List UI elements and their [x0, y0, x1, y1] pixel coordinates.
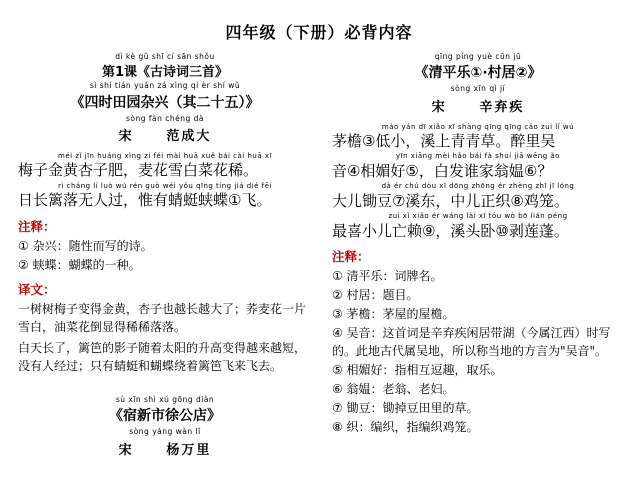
lesson-heading: 第1课《古诗词三首》	[101, 65, 229, 81]
poem2-dynasty: 宋	[118, 442, 134, 458]
right-column	[326, 53, 624, 437]
right-poem1-note-3: ③ 茅檐：茅屋的屋檐。	[331, 307, 455, 322]
poem2-author-name: 杨万里	[166, 442, 212, 458]
poem1-title-pinyin: sì shí tián yuán zá xìng qí èr shí wǔ	[89, 81, 241, 91]
page-title: 四年级（下册）必背内容	[225, 23, 413, 42]
right-poem1-author-pinyin: sòng xīn qì jí	[450, 84, 506, 94]
right-poem1-note-6: ⑥ 翁媪：老翁、老妇。	[331, 382, 455, 397]
right-poem1-author-name: 辛弃疾	[479, 99, 525, 115]
right-poem1-line2: 音④相媚好⑤，白发谁家翁媪⑥？	[331, 162, 553, 181]
poem2-author	[18, 439, 312, 458]
lesson-pinyin: dì kè gǔ shī cí sān shǒu	[115, 52, 215, 61]
right-poem1-dynasty: 宋	[431, 99, 447, 115]
poem2-title: 《宿新市徐公店》	[108, 408, 221, 425]
poem1-translation-p1: 一树树梅子变得金黄，杏子也越长越大了；荞麦花一片雪白，油菜花倒显得稀稀落落。	[18, 301, 307, 335]
right-poem1-line4-pinyin: zuì xǐ xiǎo ér wáng lài xī tóu wò bō lián péng	[388, 212, 568, 221]
right-poem1-note-1: ① 清平乐：词牌名。	[331, 269, 443, 284]
poem1-line1-pinyin: méi zǐ jīn huáng xìng zi féi mài huā xuě bái cài huā xī	[58, 151, 272, 160]
right-poem1-title: 《清平乐①·村居②》	[414, 65, 542, 82]
poem1-author-pinyin: sòng fàn chéng dà	[125, 113, 204, 123]
right-poem1-author	[332, 96, 624, 115]
right-poem1-note-8: ⑧ 织：编织，指编织鸡笼。	[331, 420, 479, 435]
right-poem1-note-4: ④ 吴音：这首词是辛弃疾闲居带湖（今属江西）时写的。此地古代属吴地，所以称当地的方言为"吴音"。	[331, 326, 611, 359]
poem1-line2: 日长篱落无人过，惟有蜻蜓蛱蝶①飞。	[18, 191, 272, 210]
poem1-note-2: ② 蛱蝶：蝴蝶的一种。	[18, 257, 141, 272]
poem1-translation-p2: 白天长了，篱笆的影子随着太阳的升高变得越来越短，没有人经过；只有蜻蜓和蝴蝶绕着篱笆飞来飞去。	[18, 340, 307, 374]
poem1-title: 《四时田园杂兴（其二十五）》	[70, 94, 260, 111]
two-column-layout	[14, 53, 624, 462]
poem1-note-1: ① 杂兴：随性而写的诗。	[18, 238, 153, 253]
right-poem1-notes-label: 注释：	[331, 249, 370, 265]
poem1-line1: 梅子金黄杏子肥，麦花雪白菜花稀。	[18, 161, 259, 180]
right-poem1-line4: 最喜小儿亡赖⑨，溪头卧⑩剥莲蓬。	[331, 222, 569, 240]
poem2-author-pinyin: sòng yáng wàn lǐ	[129, 427, 201, 437]
poem1-dynasty: 宋	[118, 128, 134, 144]
poem1-author	[18, 125, 312, 144]
poem1-translation-label: 译文：	[18, 281, 56, 297]
right-poem1-note-2: ② 村居：题目。	[331, 288, 419, 303]
poem2-title-pinyin: sù xīn shì xú gōng diàn	[115, 395, 215, 404]
right-poem1-line1-pinyin: máo yán dī xiǎo xī shàng qīng qīng cǎo zuì lǐ wú	[381, 122, 575, 131]
right-poem1-line3: 大儿锄豆⑦溪东，中儿正织⑧鸡笼。	[331, 192, 569, 211]
right-poem1-line2-pinyin: yīn xiāng mèi hǎo bái fà shuí jiā wēng ǎo	[396, 152, 560, 161]
right-poem1-note-7: ⑦ 锄豆：锄掉豆田里的草。	[331, 401, 479, 416]
document-page	[0, 20, 638, 482]
poem1-notes-label: 注释：	[18, 218, 56, 234]
right-poem1-note-5: ⑤ 相媚好：指相互逗趣，取乐。	[331, 363, 503, 378]
right-poem1-line1: 茅檐③低小，溪上青青草。醉里吴	[331, 132, 556, 151]
poem1-line2-pinyin: rì cháng lí luò wú rén guò wéi yǒu qīng tíng jiá dié fēi	[58, 181, 272, 190]
right-poem1-line3-pinyin: dà ér chú dòu xī dōng zhōng ér zhèng zhī jī lóng	[381, 182, 575, 191]
left-column	[14, 53, 312, 462]
right-poem1-title-pinyin: qīng píng yuè cūn jū	[434, 52, 522, 61]
poem1-author-name: 范成大	[166, 128, 212, 144]
